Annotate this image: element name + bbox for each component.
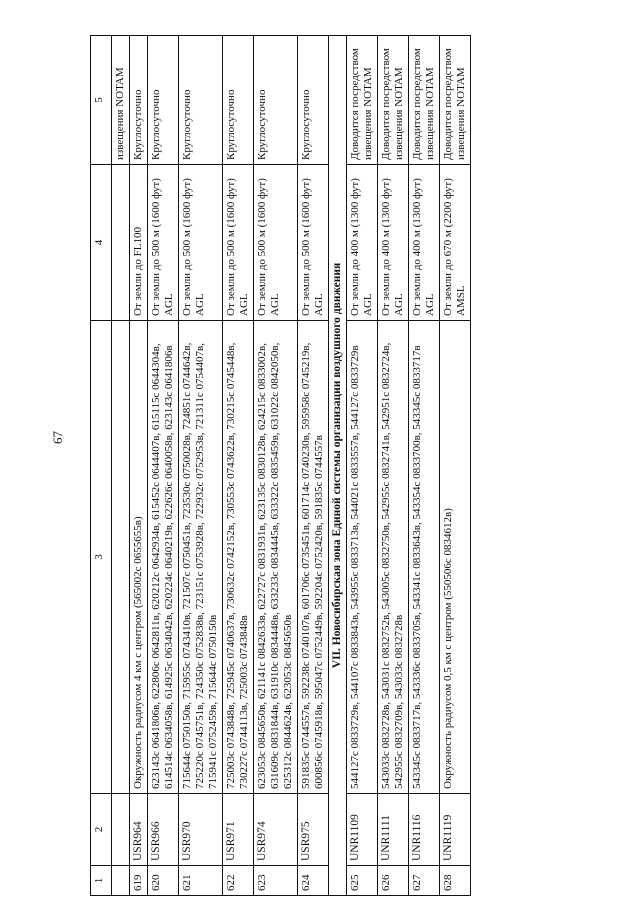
zone-height: От земли до 400 м (1300 фут) AGL bbox=[347, 165, 378, 321]
table-row bbox=[179, 36, 223, 896]
row-number: 625 bbox=[347, 866, 378, 896]
table-row bbox=[148, 36, 179, 896]
zone-height: От земли до 500 м (1600 фут) AGL bbox=[179, 165, 223, 321]
zone-height: От земли до FL100 bbox=[130, 165, 148, 321]
row-number: 621 bbox=[179, 866, 223, 896]
rotated-table-wrapper bbox=[90, 36, 600, 896]
zone-code: USR974 bbox=[254, 794, 298, 866]
header-col-1: 1 bbox=[91, 866, 112, 896]
zone-time: Круглосуточно bbox=[179, 36, 223, 165]
header-col-2: 2 bbox=[91, 794, 112, 866]
table-row bbox=[130, 36, 148, 896]
zone-coordinates: Окружность радиусом 0,5 км с центром (550506с 0834612в) bbox=[440, 321, 471, 794]
row-number: 624 bbox=[298, 866, 329, 896]
zone-time: Доводится посредством извещения NOTAM bbox=[347, 36, 378, 165]
row-number: 626 bbox=[378, 866, 409, 896]
continuation-row bbox=[112, 36, 130, 896]
table-row bbox=[378, 36, 409, 896]
zone-coordinates: 591835с 0744557в, 592238с 0740107в, 601706с 0735451в, 601714с 0740230в, 595958с 0745219в, 600856с 0745918в, 595047с 0752449в, 592204с 0752420в, 591835с 0744557в bbox=[298, 321, 329, 794]
zone-height: От земли до 670 м (2200 фут) AMSL bbox=[440, 165, 471, 321]
table-row bbox=[223, 36, 254, 896]
zone-coordinates: 544127с 0833729в, 544107с 0833843в, 543955с 0833713в, 544021с 0833557в, 544127с 0833729в bbox=[347, 321, 378, 794]
header-col-3: 3 bbox=[91, 321, 112, 794]
zone-coordinates: 623053с 0845650в, 621141с 0842633в, 622727с 0831931в, 623135с 0830128в, 624215с 0833002в, 631609с 0831844в, 631910с 0834448в, 633233с 0834445в, 633322с 0835459в, 631022с 0842050в, 625312с 0844624в, 623053с 0845650в bbox=[254, 321, 298, 794]
row-number: 619 bbox=[130, 866, 148, 896]
zone-code: UNR1109 bbox=[347, 794, 378, 866]
row-number: 622 bbox=[223, 866, 254, 896]
zone-time: Круглосуточно bbox=[223, 36, 254, 165]
zone-code: UNR1116 bbox=[409, 794, 440, 866]
zone-height: От земли до 500 м (1600 фут) AGL bbox=[298, 165, 329, 321]
zone-height: От земли до 400 м (1300 фут) AGL bbox=[378, 165, 409, 321]
header-col-4: 4 bbox=[91, 165, 112, 321]
table-row bbox=[347, 36, 378, 896]
zone-code: USR964 bbox=[130, 794, 148, 866]
header-col-5: 5 bbox=[91, 36, 112, 165]
table-row bbox=[298, 36, 329, 896]
zone-time: Круглосуточно bbox=[130, 36, 148, 165]
airspace-table bbox=[90, 35, 471, 896]
zone-height: От земли до 400 м (1300 фут) AGL bbox=[409, 165, 440, 321]
section-row bbox=[329, 36, 347, 896]
zone-code: USR966 bbox=[148, 794, 179, 866]
zone-height: От земли до 500 м (1600 фут) AGL bbox=[148, 165, 179, 321]
zone-height: От земли до 500 м (1600 фут) AGL bbox=[254, 165, 298, 321]
zone-code: UNR1111 bbox=[378, 794, 409, 866]
continuation-text: извещения NOTAM bbox=[112, 36, 130, 165]
section-title: VII. Новосибирская зона Единой системы организации воздушного движения bbox=[329, 36, 347, 896]
zone-code: USR975 bbox=[298, 794, 329, 866]
header-row bbox=[91, 36, 112, 896]
row-number: 623 bbox=[254, 866, 298, 896]
zone-time: Доводится посредством извещения NOTAM bbox=[409, 36, 440, 165]
zone-height: От земли до 500 м (1600 фут) AGL bbox=[223, 165, 254, 321]
zone-coordinates: 725003с 0743848в, 725945с 0740637в, 730632с 0742152в, 730553с 0743622в, 730215с 0745448в, 730227с 0744113в, 725003с 0743848в bbox=[223, 321, 254, 794]
page-number: 67 bbox=[50, 431, 65, 444]
zone-coordinates: 543033с 0832728в, 543031с 0832752в, 543005с 0832750в, 542955с 0832741в, 542951с 0832724в, 542955с 0832709в, 543033с 0832728в bbox=[378, 321, 409, 794]
table-row bbox=[254, 36, 298, 896]
zone-time: Круглосуточно bbox=[298, 36, 329, 165]
zone-coordinates: 623143с 0641806в, 622806с 0642811в, 620212с 0642934в, 615452с 0644407в, 615115с 0644304в, 614514с 0634058в, 614925с 0634042в, 620224с 0640219в, 622626с 0640058в, 623143с 0641806в bbox=[148, 321, 179, 794]
zone-time: Круглосуточно bbox=[254, 36, 298, 165]
zone-time: Доводится посредством извещения NOTAM bbox=[440, 36, 471, 165]
zone-coordinates: 543345с 0833717в, 543336с 0833705в, 543341с 0833643в, 543354с 0833700в, 543345с 0833717в bbox=[409, 321, 440, 794]
zone-code: USR970 bbox=[179, 794, 223, 866]
zone-time: Доводится посредством извещения NOTAM bbox=[378, 36, 409, 165]
zone-code: USR971 bbox=[223, 794, 254, 866]
zone-coordinates: Окружность радиусом 4 км с центром (565002с 0655655в) bbox=[130, 321, 148, 794]
row-number: 628 bbox=[440, 866, 471, 896]
table-row bbox=[409, 36, 440, 896]
zone-code: UNR1119 bbox=[440, 794, 471, 866]
zone-coordinates: 715644с 0750150в, 715955с 0743410в, 721507с 0750451в, 723530с 0750028в, 724851с 0744642в, 725220с 0745751в, 724350с 0752838в, 723151с 0753928в, 722932с 0752953в, 721311с 0754407в, 715941с 0752459в, 715644с 0750150в bbox=[179, 321, 223, 794]
table-row bbox=[440, 36, 471, 896]
zone-time: Круглосуточно bbox=[148, 36, 179, 165]
row-number: 620 bbox=[148, 866, 179, 896]
row-number: 627 bbox=[409, 866, 440, 896]
